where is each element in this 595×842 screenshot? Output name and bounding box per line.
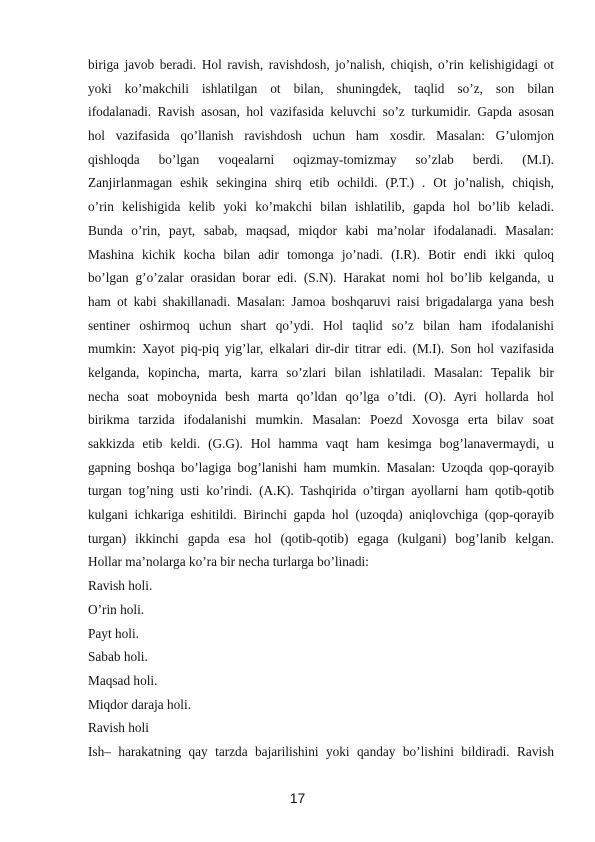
text-line: Zanjirlanmagan eshik sekingina shirq etib ochildi. (P.T.) . Ot jo’nalish, chiqish,	[88, 175, 554, 191]
text-line: O’rin holi.	[88, 601, 145, 617]
text-line: gapning boshqa bo’lagiga bog’lanishi ham mumkin. Masalan: Uzoqda qop-qorayib	[88, 459, 554, 475]
text-line: Bunda o’rin, payt, sabab, maqsad, miqdor kabi ma’nolar ifodalanadi. Masalan:	[88, 222, 554, 238]
body-text	[88, 57, 554, 768]
text-line: Hollar ma’nolarga ko’ra bir necha turlarga bo’linadi:	[88, 554, 369, 570]
text-line: Ish– harakatning qay tarzda bajarilishini yoki qanday bo’lishini bildiradi. Ravish	[88, 743, 554, 759]
text-line: kelganda, kopincha, marta, karra so’zlari bilan ishlatiladi. Masalan: Tepalik bir	[88, 364, 554, 380]
text-line: Payt holi.	[88, 625, 139, 641]
text-line: Miqdor daraja holi.	[88, 696, 192, 712]
text-line: Sabab holi.	[88, 649, 148, 665]
text-line: Ravish holi	[88, 720, 149, 736]
text-line: Mashina kichik kocha bilan adir tomonga jo’nadi. (I.R). Botir endi ikki quloq	[88, 246, 554, 262]
text-line: mumkin: Xayot piq-piq yig’lar, elkalari dir-dir titrar edi. (M.I). Son hol vazifasida	[88, 341, 554, 357]
page-number: 17	[289, 790, 306, 806]
text-line: qishloqda bo’lgan voqealarni oqizmay-tomizmay so’zlab berdi. (M.I).	[88, 151, 554, 167]
text-line: ham ot kabi shakillanadi. Masalan: Jamoa boshqaruvi raisi brigadalarga yana besh	[88, 293, 554, 309]
text-line: birikma tarzida ifodalanishi mumkin. Masalan: Poezd Xovosga erta bilav soat	[88, 412, 554, 428]
text-line: kulgani ichkariga eshitildi. Birinchi gapda hol (uzoqda) aniqlovchiga (qop-qorayib	[88, 507, 554, 523]
text-line: Maqsad holi.	[88, 672, 158, 688]
text-line: Ravish holi.	[88, 578, 153, 594]
text-line: bo’lgan g’o’zalar orasidan borar edi. (S.N). Harakat nomi hol bo’lib kelganda, u	[88, 270, 554, 286]
text-line: ifodalanadi. Ravish asosan, hol vazifasida keluvchi so’z turkumidir. Gapda asosan	[88, 104, 554, 120]
text-line: turgan) ikkinchi gapda esa hol (qotib-qotib) egaga (kulgani) bog’lanib kelgan.	[88, 530, 554, 546]
text-line: sentiner oshirmoq uchun shart qo’ydi. Hol taqlid so’z bilan ham ifodalanishi	[88, 317, 554, 333]
text-line: biriga javob beradi. Hol ravish, ravishdosh, jo’nalish, chiqish, o’rin kelishigidagi ot	[88, 57, 554, 72]
text-line: sakkizda etib keldi. (G.G). Hol hamma vaqt ham kesimga bog’lanavermaydi, u	[88, 436, 554, 451]
text-line: o’rin kelishigida kelib yoki ko’makchi bilan ishlatilib, gapda hol bo’lib keladi.	[88, 199, 554, 215]
text-line: hol vazifasida qo’llanish ravishdosh uchun ham xosdir. Masalan: G’ulomjon	[88, 128, 554, 144]
text-line: turgan tog’ning usti ko’rindi. (A.K). Tashqirida o’tirgan ayollarni ham qotib-qotib	[88, 483, 554, 499]
text-line: yoki ko’makchili ishlatilgan ot bilan, shuningdek, taqlid so’z, son bilan	[88, 80, 554, 96]
text-line: necha soat moboynida besh marta qo’ldan qo’lga o’tdi. (O). Ayri hollarda hol	[88, 388, 554, 404]
